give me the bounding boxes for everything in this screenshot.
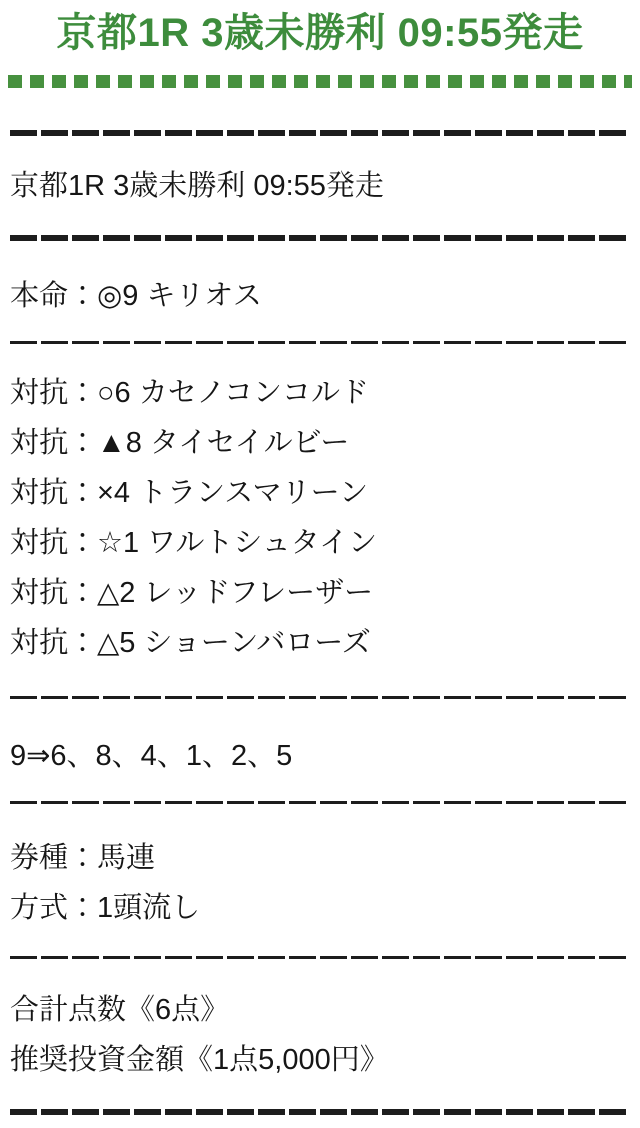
- divider-thick-top: [10, 130, 630, 136]
- page-title: 京都1R 3歳未勝利 09:55発走: [56, 11, 584, 55]
- main-pick-line: 本命：◎9 キリオス: [10, 280, 262, 312]
- divider-thin-1: [10, 341, 630, 344]
- divider-thin-2: [10, 696, 630, 699]
- tip-sheet: [0, 130, 640, 1115]
- flow-line: 9⇒6、8、4、1、2、5: [10, 740, 293, 772]
- rival-pick-line: 対抗：▲8 タイセイルビー: [10, 427, 350, 459]
- race-title: 京都1R 3歳未勝利 09:55発走: [10, 170, 384, 202]
- bet-method-line: 方式：1頭流し: [10, 892, 201, 924]
- rival-pick-line: 対抗：×4 トランスマリーン: [10, 477, 369, 509]
- rival-pick-line: 対抗：△5 ショーンバローズ: [10, 627, 371, 659]
- divider-thick-under-title: [10, 235, 630, 241]
- divider-thin-4: [10, 956, 630, 959]
- bet-type-line: 券種：馬連: [10, 842, 156, 874]
- rival-pick-line: 対抗：○6 カセノコンコルド: [10, 377, 369, 409]
- divider-thick-bottom: [10, 1109, 630, 1115]
- total-points-line: 合計点数《6点》: [10, 994, 230, 1026]
- investment-line: 推奨投資金額《1点5,000円》: [10, 1044, 389, 1076]
- dotted-squares-divider: [8, 75, 632, 88]
- page-header: [0, 8, 640, 88]
- rival-pick-line: 対抗：△2 レッドフレーザー: [10, 577, 374, 609]
- divider-thin-3: [10, 801, 630, 804]
- rival-pick-line: 対抗：☆1 ワルトシュタイン: [10, 527, 378, 559]
